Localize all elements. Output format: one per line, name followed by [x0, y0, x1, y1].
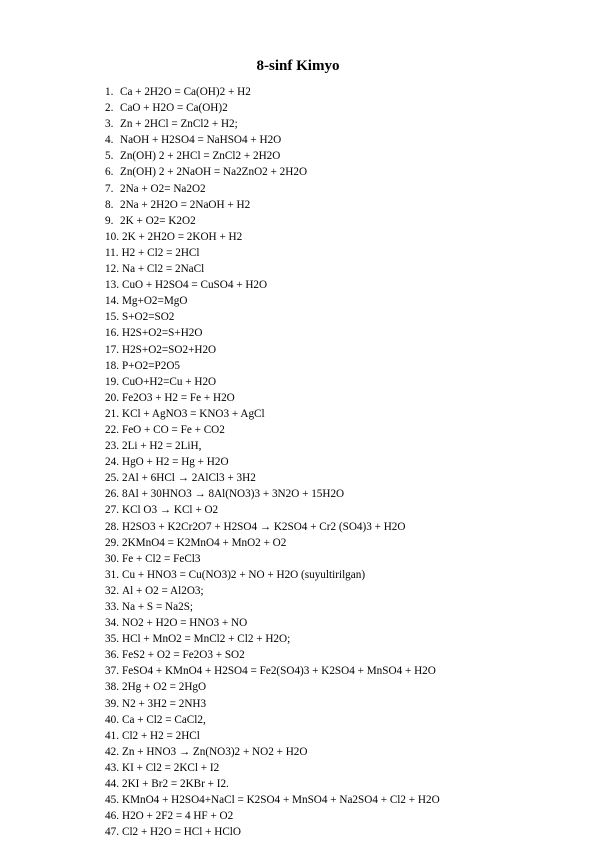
- list-item: [105, 374, 440, 390]
- item-number: 20.: [105, 391, 119, 404]
- list-item: [105, 760, 440, 776]
- reaction-equation: KCl + AgNO3 = KNO3 + AgCl: [121, 407, 265, 420]
- item-number: 26.: [105, 488, 119, 501]
- item-number: 31.: [105, 568, 119, 581]
- list-item: [105, 502, 440, 518]
- item-number: 15.: [105, 311, 119, 324]
- reaction-equation: 2K + O2= K2O2: [120, 214, 196, 227]
- reaction-equation: CaO + H2O = Ca(OH)2: [120, 102, 228, 115]
- reaction-equation: Cl2 + H2O = HCl + HClO: [121, 826, 241, 839]
- list-item: [105, 679, 440, 695]
- list-item: [105, 599, 440, 615]
- reaction-equation: HgO + H2 = Hg + H2O: [121, 456, 229, 469]
- item-number: 9.: [105, 214, 114, 227]
- item-number: 13.: [105, 279, 119, 292]
- item-number: 38.: [105, 681, 119, 694]
- item-number: 8.: [105, 198, 114, 211]
- reaction-equation: Zn(OH) 2 + 2HCl = ZnCl2 + 2H2O: [120, 150, 281, 163]
- list-item: [105, 808, 440, 824]
- reaction-equation: H2S+O2=S+H2O: [121, 327, 203, 340]
- item-number: 29.: [105, 536, 119, 549]
- item-number: 46.: [105, 810, 119, 823]
- reaction-equation: Zn + 2HCl = ZnCl2 + H2;: [120, 118, 238, 131]
- list-item: [105, 470, 440, 486]
- list-item: [105, 792, 440, 808]
- list-item: [105, 229, 440, 245]
- item-number: 45.: [105, 794, 119, 807]
- list-item: [105, 213, 440, 229]
- reaction-equation: 8Al + 30HNO3 → 8Al(NO3)3 + 3N2O + 15H2O: [121, 488, 345, 501]
- reaction-equation: Cl2 + H2 = 2HCl: [121, 729, 200, 742]
- reaction-equation: Al + O2 = Al2O3;: [121, 584, 204, 597]
- item-number: 35.: [105, 633, 119, 646]
- list-item: [105, 519, 440, 535]
- reaction-equation: Ca + Cl2 = CaCl2,: [121, 713, 206, 726]
- list-item: [105, 744, 440, 760]
- reaction-equation: Fe + Cl2 = FeCl3: [121, 552, 201, 565]
- item-number: 25.: [105, 472, 119, 485]
- list-item: [105, 148, 440, 164]
- list-item: [105, 776, 440, 792]
- item-number: 42.: [105, 745, 119, 758]
- list-item: [105, 696, 440, 712]
- list-item: [105, 486, 440, 502]
- item-number: 44.: [105, 778, 119, 791]
- reaction-equation: 2Al + 6HCl → 2AlCl3 + 3H2: [121, 472, 256, 485]
- list-item: [105, 631, 440, 647]
- reaction-equation: NO2 + H2O = HNO3 + NO: [121, 617, 248, 630]
- item-number: 12.: [105, 263, 119, 276]
- list-item: [105, 567, 440, 583]
- item-number: 47.: [105, 826, 119, 839]
- reaction-equation: Cu + HNO3 = Cu(NO3)2 + NO + H2O (suyultirilgan): [121, 568, 366, 581]
- reaction-equation: KI + Cl2 = 2KCl + I2: [121, 761, 220, 774]
- reaction-equation: 2K + 2H2O = 2KOH + H2: [121, 230, 243, 243]
- reaction-equation: FeS2 + O2 = Fe2O3 + SO2: [121, 649, 245, 662]
- reaction-equation: KCl O3 → KCl + O2: [121, 504, 219, 517]
- reaction-equation: Na + Cl2 = 2NaCl: [121, 263, 205, 276]
- item-number: 4.: [105, 134, 114, 147]
- item-number: 39.: [105, 697, 119, 710]
- reaction-equation: 2KI + Br2 = 2KBr + I2.: [121, 778, 229, 791]
- item-number: 17.: [105, 343, 119, 356]
- item-number: 6.: [105, 166, 114, 179]
- reaction-equation: H2 + Cl2 = 2HCl: [121, 246, 200, 259]
- list-item: [105, 390, 440, 406]
- reaction-equation: S+O2=SO2: [121, 311, 175, 324]
- list-item: [105, 647, 440, 663]
- list-item: [105, 293, 440, 309]
- page-title: 8-sinf Kimyo: [256, 58, 340, 74]
- item-number: 28.: [105, 520, 119, 533]
- item-number: 36.: [105, 649, 119, 662]
- reaction-equation: CuO + H2SO4 = CuSO4 + H2O: [121, 279, 268, 292]
- list-item: [105, 100, 440, 116]
- reaction-equation: H2S+O2=SO2+H2O: [121, 343, 217, 356]
- item-number: 34.: [105, 617, 119, 630]
- item-number: 41.: [105, 729, 119, 742]
- item-number: 16.: [105, 327, 119, 340]
- list-item: [105, 615, 440, 631]
- list-item: [105, 663, 440, 679]
- reaction-equation: 2Li + H2 = 2LiH,: [121, 440, 202, 453]
- list-item: [105, 309, 440, 325]
- reaction-equation: Zn + HNO3 → Zn(NO3)2 + NO2 + H2O: [121, 745, 308, 758]
- list-item: [105, 824, 440, 840]
- reaction-equation: 2Na + O2= Na2O2: [120, 182, 206, 195]
- item-number: 14.: [105, 295, 119, 308]
- reaction-equation: HCl + MnO2 = MnCl2 + Cl2 + H2O;: [121, 633, 291, 646]
- list-item: [105, 197, 440, 213]
- list-item: [105, 728, 440, 744]
- item-number: 43.: [105, 761, 119, 774]
- reaction-equation: Fe2O3 + H2 = Fe + H2O: [121, 391, 235, 404]
- item-number: 18.: [105, 359, 119, 372]
- list-item: [105, 116, 440, 132]
- reaction-equation: Zn(OH) 2 + 2NaOH = Na2ZnO2 + 2H2O: [120, 166, 308, 179]
- item-number: 21.: [105, 407, 119, 420]
- list-item: [105, 181, 440, 197]
- item-number: 24.: [105, 456, 119, 469]
- list-item: [105, 132, 440, 148]
- reaction-equation: Na + S = Na2S;: [121, 601, 194, 613]
- reaction-equation: H2SO3 + K2Cr2O7 + H2SO4 → K2SO4 + Cr2 (SO4)3 + H2O: [121, 520, 406, 533]
- reaction-equation: FeO + CO = Fe + CO2: [121, 423, 225, 436]
- reaction-equation: 2Hg + O2 = 2HgO: [121, 681, 207, 694]
- list-item: [105, 422, 440, 438]
- item-number: 19.: [105, 375, 119, 388]
- item-number: 1.: [105, 86, 114, 98]
- item-number: 40.: [105, 713, 119, 726]
- list-item: [105, 454, 440, 470]
- reaction-equation: 2KMnO4 = K2MnO4 + MnO2 + O2: [121, 536, 287, 549]
- reaction-equation: P+O2=P2O5: [121, 359, 180, 372]
- reaction-equation: FeSO4 + KMnO4 + H2SO4 = Fe2(SO4)3 + K2SO4 + MnSO4 + H2O: [121, 665, 436, 678]
- list-item: [105, 712, 440, 728]
- list-item: [105, 358, 440, 374]
- list-item: [105, 164, 440, 180]
- reaction-equation: Ca + 2H2O = Ca(OH)2 + H2: [120, 86, 251, 98]
- item-number: 23.: [105, 440, 119, 453]
- reaction-equation: KMnO4 + H2SO4+NaCl = K2SO4 + MnSO4 + Na2SO4 + Cl2 + H2O: [121, 794, 440, 807]
- reaction-equation: N2 + 3H2 = 2NH3: [121, 697, 207, 710]
- item-number: 7.: [105, 182, 114, 195]
- list-item: [105, 245, 440, 261]
- reaction-equation: H2O + 2F2 = 4 HF + O2: [121, 810, 234, 823]
- reaction-equation: Mg+O2=MgO: [121, 295, 188, 308]
- item-number: 33.: [105, 601, 119, 613]
- reaction-equation: 2Na + 2H2O = 2NaOH + H2: [120, 198, 251, 211]
- list-item: [105, 325, 440, 341]
- list-item: [105, 583, 440, 599]
- item-number: 37.: [105, 665, 119, 678]
- reaction-equation: NaOH + H2SO4 = NaHSO4 + H2O: [120, 134, 282, 147]
- list-item: [105, 406, 440, 422]
- item-number: 27.: [105, 504, 119, 517]
- list-item: [105, 535, 440, 551]
- list-item: [105, 438, 440, 454]
- item-number: 11.: [105, 246, 119, 259]
- item-number: 30.: [105, 552, 119, 565]
- reaction-list: [105, 84, 440, 840]
- list-item: [105, 551, 440, 567]
- list-item: [105, 84, 440, 100]
- reaction-equation: CuO+H2=Cu + H2O: [121, 375, 217, 388]
- item-number: 5.: [105, 150, 114, 163]
- item-number: 10.: [105, 230, 119, 243]
- list-item: [105, 261, 440, 277]
- list-item: [105, 342, 440, 358]
- item-number: 2.: [105, 102, 114, 115]
- item-number: 32.: [105, 584, 119, 597]
- item-number: 22.: [105, 423, 119, 436]
- item-number: 3.: [105, 118, 114, 131]
- list-item: [105, 277, 440, 293]
